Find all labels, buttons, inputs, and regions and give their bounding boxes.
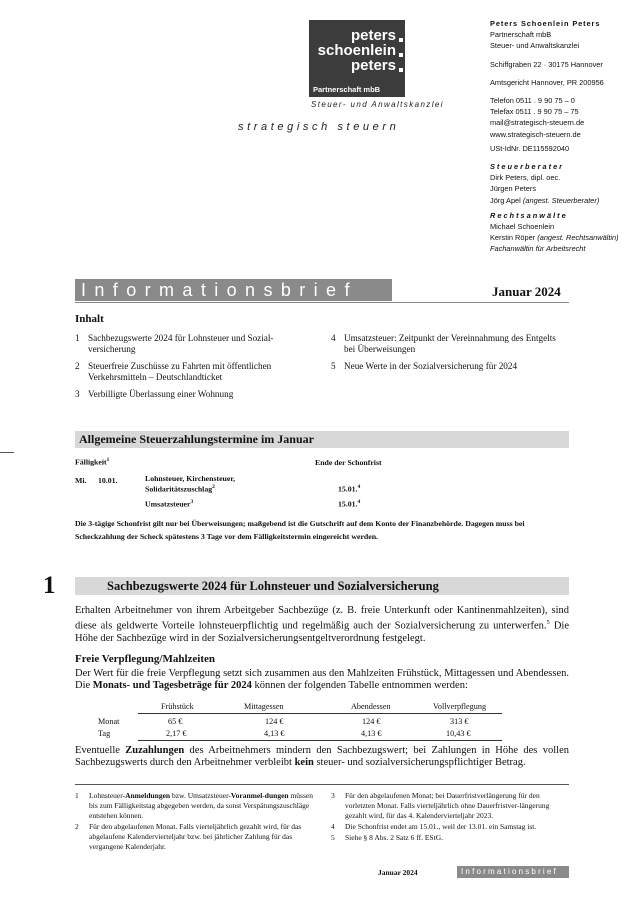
firm-address: Schiffgraben 22 · 30175 Hannover bbox=[490, 59, 603, 69]
tax-advisor: Dirk Peters, dipl. oec. bbox=[490, 173, 561, 183]
table-header: Frühstück bbox=[161, 702, 194, 711]
toc-number: 1 bbox=[75, 333, 80, 343]
firm-email[interactable]: mail@strategisch-steuern.de bbox=[490, 118, 585, 128]
firm-line: Steuer- und Anwaltskanzlei bbox=[490, 41, 580, 51]
toc-item[interactable] bbox=[75, 361, 305, 383]
table-rule bbox=[138, 740, 502, 741]
toc-number: 2 bbox=[75, 361, 80, 371]
toc-item[interactable] bbox=[75, 389, 305, 400]
table-header: Vollverpflegung bbox=[433, 702, 487, 711]
schonfrist-lohnsteuer: 15.01.$^4$ bbox=[338, 484, 361, 494]
logo-line-2: schoenlein bbox=[317, 42, 396, 59]
toc-item[interactable] bbox=[331, 333, 569, 355]
toc-text: Umsatzsteuer: Zeitpunkt der Vereinnahmung des Entgelts bei Überweisungen bbox=[344, 333, 556, 354]
table-row-label: Monat bbox=[98, 717, 120, 726]
toc-text: Steuerfreie Zuschüsse zu Fahrten mit öffentlichen Verkehrsmitteln – Deutschlandticket bbox=[88, 361, 272, 382]
section-number: 1 bbox=[43, 572, 56, 599]
document-date: Januar 2024 bbox=[492, 284, 561, 299]
col-schonfrist: Ende der Schonfrist bbox=[315, 458, 382, 467]
toc-text: Sachbezugswerte 2024 für Lohnsteuer und Sozial-versicherung bbox=[88, 333, 274, 354]
toc-item[interactable] bbox=[75, 333, 305, 355]
toc-number: 3 bbox=[75, 389, 80, 399]
firm-line: Partnerschaft mbB bbox=[490, 30, 552, 40]
tax-type-lohnsteuer: Lohnsteuer, Kirchensteuer, Solidaritätszuschlag$^2$ bbox=[145, 474, 236, 494]
toc-text: Verbilligte Überlassung einer Wohnung bbox=[88, 389, 234, 399]
firm-info bbox=[490, 18, 635, 255]
footer-title: Informationsbrief bbox=[457, 866, 569, 878]
logo-subtitle: Partnerschaft mbB bbox=[313, 85, 381, 94]
toc-heading: Inhalt bbox=[75, 313, 104, 325]
tagline-kanzlei: Steuer- und Anwaltskanzlei bbox=[311, 100, 444, 109]
toc-text: Neue Werte in der Sozialversicherung für 2024 bbox=[344, 361, 518, 371]
subheading-verpflegung: Freie Verpflegung/Mahlzeiten bbox=[75, 653, 216, 665]
footnote: 3 Für den abgelaufenen Monat; bei Dauerfristverlängerung für den vorletzten Monat. Falls vierteljährlich ohne Dauerfristver-längerung gezahlt wird, für das 4. Kalendervierteljahr 2023. bbox=[331, 791, 550, 820]
document-title: Informationsbrief bbox=[75, 279, 392, 301]
footnote-rule bbox=[75, 784, 569, 785]
table-cell: 313 € bbox=[450, 717, 469, 726]
firm-name: Peters Schoenlein Peters bbox=[490, 19, 601, 28]
firm-ustid: USt-IdNr. DE115592040 bbox=[490, 143, 570, 153]
table-cell: 124 € bbox=[265, 717, 284, 726]
toc-number: 4 bbox=[331, 333, 336, 343]
fold-mark bbox=[0, 452, 14, 453]
title-rule bbox=[75, 302, 569, 303]
table-rule bbox=[138, 713, 502, 714]
lawyer bbox=[490, 232, 635, 243]
footnote: 4 Die Schonfrist endet am 15.01., weil der 13.01. ein Samstag ist. bbox=[331, 822, 537, 831]
heading-steuerberater: Steuerberater bbox=[490, 162, 565, 172]
table-cell: 124 € bbox=[362, 717, 381, 726]
section1-para1: Erhalten Arbeitnehmer von ihrem Arbeitgeber Sachbezüge (z. B. freie Unterkunft oder Kantinenmahlzeiten), sind diese als geldwerte Vorteile lohnsteuerpflichtig und regelmäßig auch der Sozialversicherung zu unterwerfen.$^5$ Die Höhe der Sachbezüge wird in der Sozialversicherungsentgeltverordnung festgelegt. bbox=[75, 605, 569, 644]
table-cell: 4,13 € bbox=[361, 729, 382, 738]
firm-website[interactable]: www.strategisch-steuern.de bbox=[490, 129, 581, 139]
lawyer: Michael Schoenlein bbox=[490, 222, 555, 232]
firm-register: Amtsgericht Hannover, PR 200956 bbox=[490, 77, 604, 87]
tax-advisor-name: Jörg Apel bbox=[490, 195, 521, 205]
toc-number: 5 bbox=[331, 361, 336, 371]
footnote: 2 Für den abgelaufenen Monat. Falls vierteljährlich gezahlt wird, für das abgelaufene Kalendervierteljahr bzw. bei jährlicher Zahlung für das vergangene Kalenderjahr. bbox=[75, 822, 302, 851]
lawyer-name: Kerstin Röper bbox=[490, 233, 536, 243]
section-heading: Sachbezugswerte 2024 für Lohnsteuer und Sozialversicherung bbox=[75, 577, 569, 595]
table-cell: 2,17 € bbox=[166, 729, 187, 738]
table-row-label: Tag bbox=[98, 729, 111, 738]
section1-para2: Der Wert für die freie Verpflegung setzt sich zusammen aus den Mahlzeiten Frühstück, Mittagessen und Abendessen. Die Monats- und Tagesbeträge für 2024 können der folgenden Tabelle entnommen werden: bbox=[75, 668, 569, 692]
due-day: Mi. bbox=[75, 476, 87, 485]
logo-line-1: peters bbox=[350, 27, 396, 44]
toc-item[interactable] bbox=[331, 361, 569, 372]
table-header: Abendessen bbox=[351, 702, 391, 711]
tax-type-umsatzsteuer: Umsatzsteuer$^3$ bbox=[145, 499, 194, 509]
section1-para3: Eventuelle Zuzahlungen des Arbeitnehmers mindern den Sachbezugswert; bei Zahlungen in Höhe des vollen Sachbezugswerts durch den Arbeitnehmer verbleibt kein steuer- und sozialversicherungspflichtiger Betrag. bbox=[75, 745, 569, 769]
firm-fax: Telefax 0511 . 9 90 75 – 75 bbox=[490, 107, 579, 117]
table-cell: 10,43 € bbox=[446, 729, 471, 738]
firm-logo bbox=[309, 20, 405, 97]
table-header: Mittagessen bbox=[244, 702, 284, 711]
footnote: 1 Lohnsteuer-Anmeldungen bzw. Umsatzsteuer-Voranmel-dungen müssen bis zum Fälligkeitstag abgegeben werden, da sonst Verspätungszuschläge entstehen können. bbox=[75, 791, 313, 820]
col-faelligkeit: Fälligkeit$^1$ bbox=[75, 457, 110, 467]
due-date: 10.01. bbox=[98, 476, 118, 485]
heading-rechtsanwaelte: Rechtsanwälte bbox=[490, 210, 568, 220]
logo-line-3: peters bbox=[350, 57, 396, 74]
footnote: 5 Siehe § 8 Abs. 2 Satz 6 ff. EStG. bbox=[331, 833, 443, 842]
lawyer-role: (angest. Rechtsanwältin) bbox=[537, 233, 619, 243]
schonfrist-umsatzsteuer: 15.01.$^4$ bbox=[338, 499, 361, 509]
lawyer-specialty: Fachanwältin für Arbeitsrecht bbox=[490, 244, 586, 254]
table-cell: 65 € bbox=[168, 717, 183, 726]
firm-phone: Telefon 0511 . 9 90 75 – 0 bbox=[490, 96, 575, 106]
table-cell: 4,13 € bbox=[264, 729, 285, 738]
tax-advisor bbox=[490, 195, 635, 206]
tagline-strategisch: strategisch steuern bbox=[238, 121, 400, 133]
tax-advisor: Jürgen Peters bbox=[490, 184, 537, 194]
footer-date: Januar 2024 bbox=[378, 868, 418, 877]
schonfrist-note: Die 3-tägige Schonfrist gilt nur bei Überweisungen; maßgebend ist die Gutschrift auf dem Konto der Finanzbehörde. Dagegen muss bei Scheckzahlung der Scheck spätestens 3 Tage vor dem Fälligkeitstermin eingereicht werden. bbox=[75, 519, 525, 541]
tax-dates-heading: Allgemeine Steuerzahlungstermine im Januar bbox=[75, 431, 569, 448]
tax-advisor-role: (angest. Steuerberater) bbox=[522, 195, 600, 205]
